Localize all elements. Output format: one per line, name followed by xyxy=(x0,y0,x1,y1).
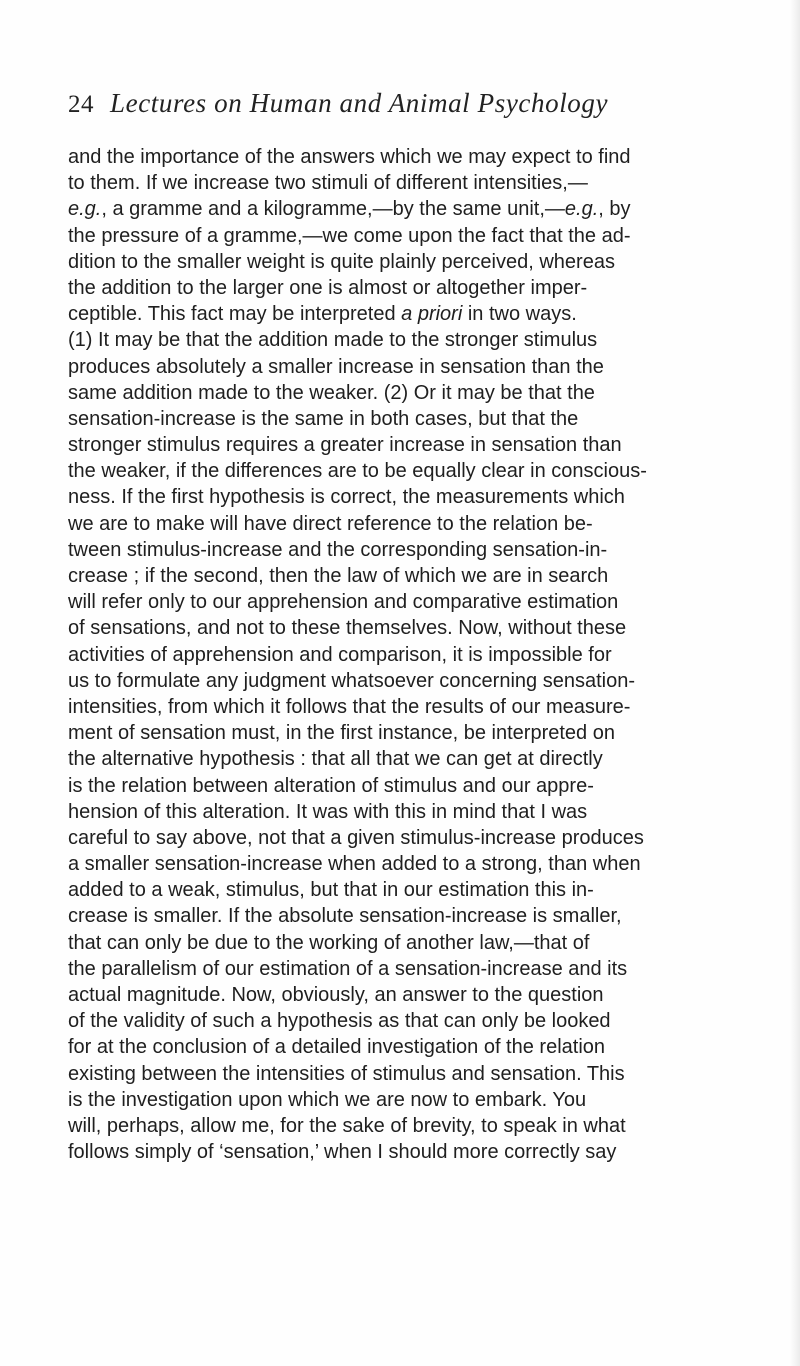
text-line: the weaker, if the differences are to be equally clear in conscious- xyxy=(68,460,647,483)
text-line xyxy=(68,301,788,327)
text-segment: ceptible. This fact may be interpreted xyxy=(68,303,402,326)
text-line: the pressure of a gramme,—we come upon the fact that the ad- xyxy=(68,224,631,247)
page-number: 24 xyxy=(68,91,94,118)
text-line: activities of apprehension and comparison, it is impossible for xyxy=(68,643,612,666)
text-line: we are to make will have direct reference to the relation be- xyxy=(68,512,593,535)
text-line: tween stimulus-increase and the corresponding sensation-in- xyxy=(68,538,608,561)
text-line: of sensations, and not to these themselves. Now, without these xyxy=(68,617,627,640)
text-line: the alternative hypothesis : that all that we can get at directly xyxy=(68,748,603,771)
running-header xyxy=(68,88,768,128)
text-line: hension of this alteration. It was with this in mind that I was xyxy=(68,800,588,823)
text-line: ment of sensation must, in the first instance, be interpreted on xyxy=(68,722,615,745)
italic-text-segment: e.g. xyxy=(68,198,102,221)
text-line: same addition made to the weaker. (2) Or it may be that the xyxy=(68,381,595,404)
text-line: dition to the smaller weight is quite plainly perceived, whereas xyxy=(68,250,615,273)
text-line: careful to say above, not that a given stimulus-increase produces xyxy=(68,826,644,849)
text-line: is the relation between alteration of stimulus and our appre- xyxy=(68,774,594,797)
text-line: produces absolutely a smaller increase in sensation than the xyxy=(68,355,604,378)
body-paragraph xyxy=(68,144,788,1165)
page-edge-shadow xyxy=(790,0,800,1366)
text-line: will, perhaps, allow me, for the sake of brevity, to speak in what xyxy=(68,1114,626,1137)
text-line: ness. If the first hypothesis is correct, the measurements which xyxy=(68,486,625,509)
text-segment: in two ways. xyxy=(462,303,577,326)
text-line: follows simply of ‘sensation,’ when I should more correctly say xyxy=(68,1141,617,1164)
text-line: stronger stimulus requires a greater increase in sensation than xyxy=(68,434,622,457)
text-line: will refer only to our apprehension and comparative estimation xyxy=(68,591,619,614)
text-line: sensation-increase is the same in both cases, but that the xyxy=(68,407,579,430)
text-line: the addition to the larger one is almost or altogether imper- xyxy=(68,276,588,299)
italic-text-segment: e.g. xyxy=(564,198,599,221)
text-line: is the investigation upon which we are now to embark. You xyxy=(68,1088,587,1111)
text-line: to them. If we increase two stimuli of different intensities,— xyxy=(68,172,588,195)
text-line: added to a weak, stimulus, but that in our estimation this in- xyxy=(68,879,594,902)
italic-text-segment: a priori xyxy=(401,303,463,326)
text-line: of the validity of such a hypothesis as that can only be looked xyxy=(68,1010,611,1033)
text-segment: , a gramme and a kilogramme,—by the same unit,— xyxy=(101,198,565,221)
text-line: for at the conclusion of a detailed investigation of the relation xyxy=(68,1036,606,1059)
text-line: the parallelism of our estimation of a sensation-increase and its xyxy=(68,957,628,980)
text-line: us to formulate any judgment whatsoever concerning sensation- xyxy=(68,669,635,692)
text-segment: , by xyxy=(598,198,631,221)
text-line: intensities, from which it follows that the results of our measure- xyxy=(68,695,631,718)
text-line: that can only be due to the working of another law,—that of xyxy=(68,931,590,954)
text-line: a smaller sensation-increase when added to a strong, than when xyxy=(68,853,641,876)
text-line: crease ; if the second, then the law of which we are in search xyxy=(68,565,609,587)
text-line: actual magnitude. Now, obviously, an answer to the question xyxy=(68,984,604,1006)
text-line: (1) It may be that the addition made to the stronger stimulus xyxy=(68,329,598,352)
text-line: and the importance of the answers which we may expect to find xyxy=(68,146,631,168)
text-line: existing between the intensities of stimulus and sensation. This xyxy=(68,1062,625,1085)
text-line: crease is smaller. If the absolute sensation-increase is smaller, xyxy=(68,905,622,928)
running-title: Lectures on Human and Animal Psychology xyxy=(110,88,609,118)
text-line xyxy=(68,196,788,222)
